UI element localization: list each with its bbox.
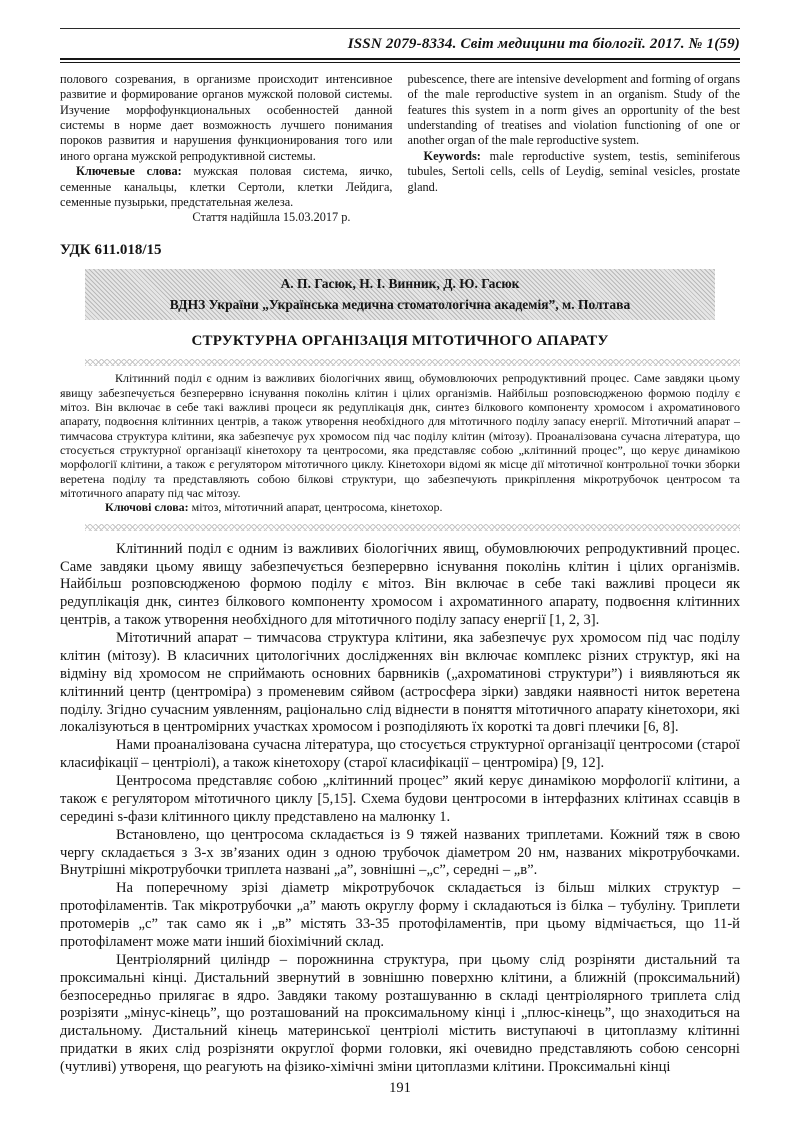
- article-received-note: Стаття надійшла 15.03.2017 р.: [192, 210, 351, 225]
- abstract-keywords: [60, 500, 740, 514]
- left-keywords-text: мужская половая система, яичко, семенные канальцы, клетки Сертоли, клетки Лейдига, семенные пузырьки, предстательная железа.: [60, 164, 393, 209]
- right-keywords-text: male reproductive system, testis, seminiferous tubules, Sertoli cells, cells of Leydig, seminal vesicles, prostate gland.: [407, 148, 740, 194]
- affiliation-line: ВДНЗ України „Українська медична стоматологічна академія”, м. Полтава: [169, 296, 631, 312]
- abstract-text: Клітинний поділ є одним із важливих біологічних явищ, обумовлюючих репродуктивний процес. Саме завдяки цьому явищу забезпечується безперервно існування поколінь клітин і цілих організмів. Найбільш розповсюдженою формою поділу є мітоз. Він включає в себе такі важливі процеси як редуплікація днк, синтез білкового компоненту хромосом і ахроматинового апарату, подвоєння клітинних центрів, а також утворення необхідного для мітотичного поділу запасу енергії. Мітотичний апарат – тимчасова структура клітини, яка забезпечує рух хромосом під час поділу клітин (мітозу). Проаналізована сучасна література, що стосується структурної організації кінетохору та центросоми, яка представляє собою „клітинний процес”, що керує динамікою морфології клітини, а також є регулятором мітотичного циклу. Кінетохори відомі як місце дії мітотичної контрольної точки зборки веретена поділу та представляють собою білкові структури, що забезпечують прикріплення мікротрубочок центросом та мітотичного апарату під час мітозу.: [60, 371, 740, 501]
- ukrainian-abstract: [60, 371, 740, 514]
- journal-issn-line: ISSN 2079-8334. Світ медицини та біології. 2017. № 1(59): [347, 36, 740, 52]
- left-column-text: полового созревания, в организме происходит интенсивное развитие и формирование органов мужской половой системы. Изучение морфофункциональных особенностей данной системы в норме дает возможность лучшего понимания пороков развития и нарушения функционирования того или иного органа мужской репродуктивной системы.: [60, 72, 393, 163]
- zigzag-divider-top: [85, 359, 740, 366]
- article-body: [60, 541, 740, 1077]
- body-paragraph: На поперечному зрізі діаметр мікротрубочок складається із більш мілких структур – протофіламентів. Так мікротрубочки „а” мають округлу форму і складаються із білка – тубуліну. Триплети протомерів „с” так само як і „в” містять 33-35 протофіламентів, при цьому відмічається, що 11-й протофіламент може мати інший біохімічний склад.: [60, 880, 740, 950]
- authors-affiliation-box: [85, 269, 715, 321]
- body-paragraph: Встановлено, що центросома складається із 9 тяжей названих триплетами. Кожний тяж в свою чергу складається з 3-х зв’язаних один з одною трубочок діаметром 20 нм, названих мікротрубочками. Внутрішні мікротрубочки триплета названі „а”, зовнішні –„с”, середні – „в”.: [60, 826, 740, 879]
- abstract-keywords-text: мітоз, мітотичний апарат, центросома, кінетохор.: [188, 500, 443, 515]
- header-double-rule: [60, 58, 740, 63]
- right-column-keywords: [408, 149, 741, 195]
- zigzag-divider-bottom: [85, 524, 740, 531]
- body-paragraph: Нами проаналізована сучасна література, що стосується структурної організації центросоми (старої класифікації – центріолі), а також кінетохору (старої класифікації – центроміра) [9, 12].: [60, 737, 740, 772]
- front-matter-columns: [60, 72, 740, 226]
- body-paragraph: Клітинний поділ є одним із важливих біологічних явищ, обумовлюючих репродуктивний процес. Саме завдяки цьому явищу забезпечується безперервно існування поколінь клітин і цілих організмів. Найбільш розповсюдженою формою поділу є мітоз. Він включає в себе такі важливі процеси як редуплікація днк, синтез білкового компоненту хромосом і ахроматинного апарату, подвоєння клітинних центрів, а також утворення необхідного для мітотичного поділу запасу енергії [1, 2, 3].: [60, 540, 740, 629]
- left-column-keywords: [60, 164, 393, 210]
- right-column-english-abstract: [408, 72, 741, 226]
- right-column-text: pubescence, there are intensive development and forming of organs of the male reproductive system in an organism. Study of the features this system in a norm gives an opportunity of the best understanding of treatises and violation functioning of one or another organ of the male reproductive system.: [407, 72, 740, 148]
- right-keywords-label: Keywords:: [423, 148, 481, 163]
- page-number: 191: [389, 1079, 411, 1096]
- abstract-keywords-label: Ключові слова:: [105, 500, 189, 515]
- authors-line: А. П. Гасюк, Н. І. Винник, Д. Ю. Гасюк: [280, 275, 520, 291]
- body-paragraph: Мітотичний апарат – тимчасова структура клітини, яка забезпечує рух хромосом під час поділу клітин (мітозу). В класичних цитологічних дослідженнях він включає комплекс різних структур, які на відміну від хромосом не сприймають основних барвників („ахроматинові структури”) і виявляються як клітинний центр (центроміра) з променевим сяйвом (астросфера зірки) завдяки наявності ниток веретена поділу. Згідно сучасним уявленням, раціонально слід віднести в поняття мітотичного апарату кінетохори, які локалізуються в центромірних участках хромосом і розподіляють їх короткі та довгі плечики [6, 8].: [60, 630, 740, 736]
- udc-code: УДК 611.018/15: [60, 241, 162, 258]
- body-paragraph: Центросома представляє собою „клітинний процес” який керує динамікою морфології клітини, а також є регулятором мітотичного циклу [5,15]. Схема будови центросоми в інтерфазних клітинах ссавців в середині s-фази клітинного циклу представлено на малюнку 1.: [60, 773, 740, 825]
- left-keywords-label: Ключевые слова:: [76, 164, 182, 179]
- article-title: СТРУКТУРНА ОРГАНІЗАЦІЯ МІТОТИЧНОГО АПАРАТУ: [191, 333, 609, 350]
- left-column-russian-abstract: [60, 72, 393, 226]
- body-paragraph: Центріолярний циліндр – порожнинна структура, при цьому слід розріняти дистальний та проксимальні кінці. Дистальний звернутий в зовнішню поверхню клітини, а ближній (проксимальний) безпосередньо прилягає в ядро. Завдяки такому розташуванню в складі центріолярного триплета слід розрізяти „мінус-кінець”, що розташований на проксимальному кінці і „плюс-кінець”, що знаходиться на дистальному. Дистальний кінець материнської центріолі містить виступаючі в цитоплазму клітинні придатки в яких слід розрізняти округлої форми головки, які очевидно представляють собою сенсорні (чутливі) утвореня, що реагують на фізико-хімічні зміни цитоплазми клітини. Проксимальні кінці: [60, 951, 740, 1076]
